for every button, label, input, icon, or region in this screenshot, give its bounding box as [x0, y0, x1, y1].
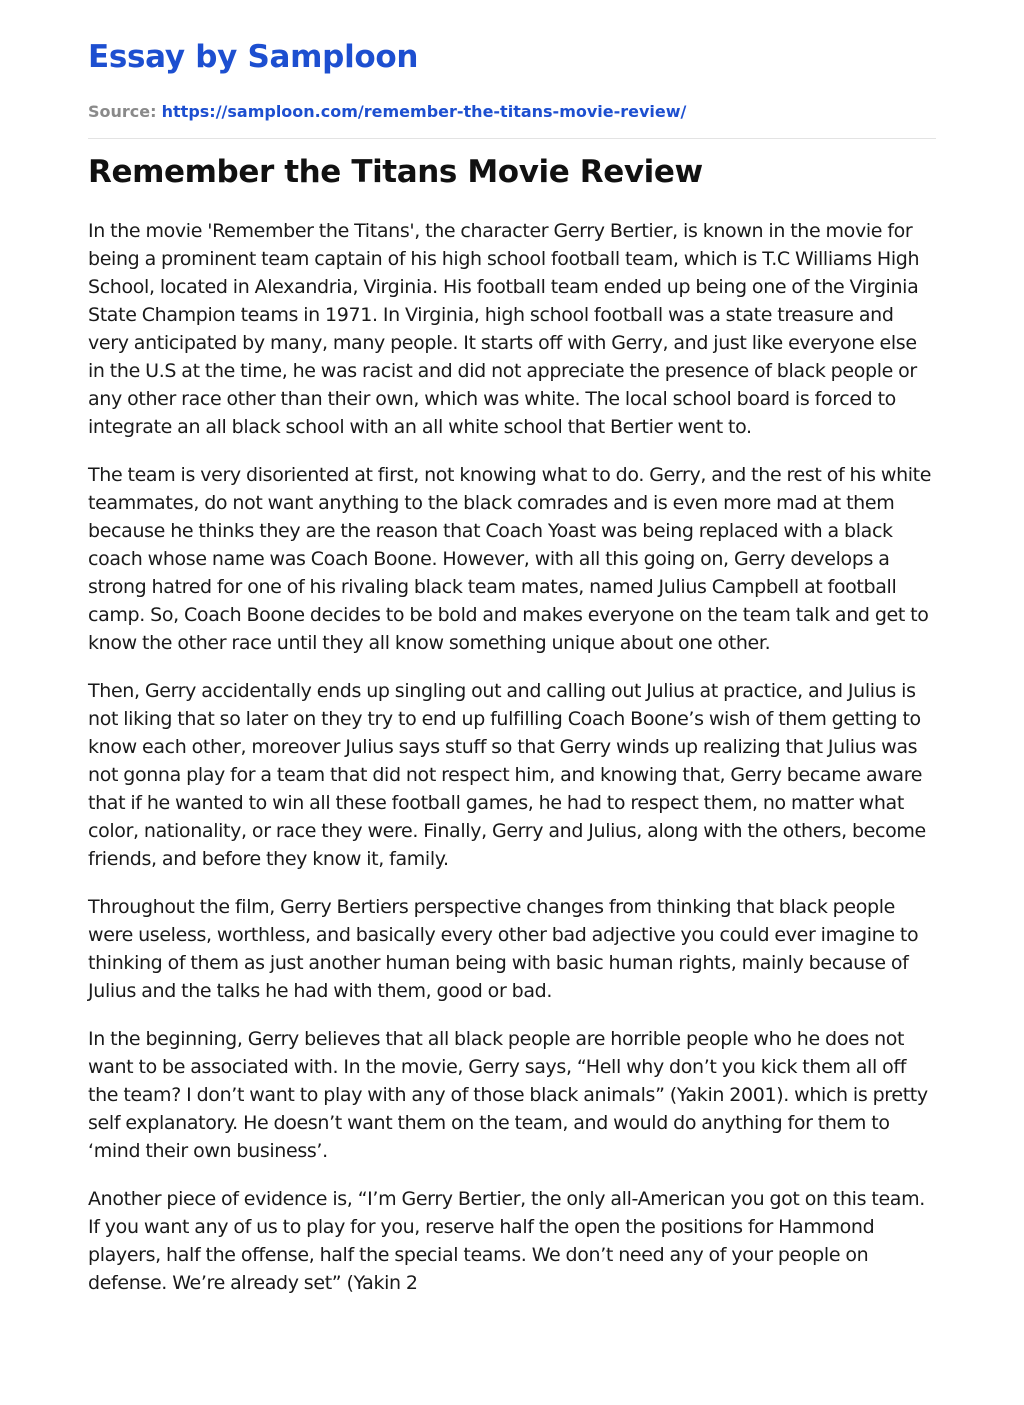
source-line	[88, 101, 936, 123]
source-label: Source:	[88, 102, 157, 121]
article-paragraph: Another piece of evidence is, “I’m Gerry Bertier, the only all-American you got on this team. If you want any of us to play for you, reserve half the open the positions for Hammond players, half the offense, half the special teams. We don’t need any of your people on defense. We’re already set” (Yakin 2	[88, 1188, 925, 1294]
article-body	[88, 217, 936, 1297]
article-title: Remember the Titans Movie Review	[88, 154, 703, 190]
essay-page	[88, 0, 936, 1317]
article-paragraph: The team is very disoriented at first, not knowing what to do. Gerry, and the rest of his white teammates, do not want anything to the black comrades and is even more mad at them because he thinks they are the reason that Coach Yoast was being replaced with a black coach whose name was Coach Boone. However, with all this going on, Gerry develops a strong hatred for one of his rivaling black team mates, named Julius Campbell at football camp. So, Coach Boone decides to be bold and makes everyone on the team talk and get to know the other race until they all know something unique about one other.	[88, 464, 932, 654]
site-brand-title: Essay by Samploon	[88, 39, 419, 75]
article-paragraph: Throughout the film, Gerry Bertiers perspective changes from thinking that black people were useless, worthless, and basically every other bad adjective you could ever imagine to thinking of them as just another human being with basic human rights, mainly because of Julius and the talks he had with them, good or bad.	[88, 896, 919, 1002]
article-paragraph: Then, Gerry accidentally ends up singling out and calling out Julius at practice, and Julius is not liking that so later on they try to end up fulfilling Coach Boone’s wish of them getting to know each other, moreover Julius says stuff so that Gerry winds up realizing that Julius was not gonna play for a team that did not respect him, and knowing that, Gerry became aware that if he wanted to win all these football games, he had to respect them, no matter what color, nationality, or race they were. Finally, Gerry and Julius, along with the others, become friends, and before they know it, family.	[88, 680, 926, 870]
header-divider	[88, 138, 936, 139]
source-link[interactable]: https://samploon.com/remember-the-titans-movie-review/	[161, 102, 687, 121]
article-paragraph: In the movie 'Remember the Titans', the character Gerry Bertier, is known in the movie for being a prominent team captain of his high school football team, which is T.C Williams High School, located in Alexandria, Virginia. His football team ended up being one of the Virginia State Champion teams in 1971. In Virginia, high school football was a state treasure and very anticipated by many, many people. It starts off with Gerry, and just like everyone else in the U.S at the time, he was racist and did not appreciate the presence of black people or any other race other than their own, which was white. The local school board is forced to integrate an all black school with an all white school that Bertier went to.	[88, 220, 920, 438]
article-paragraph: In the beginning, Gerry believes that all black people are horrible people who he does not want to be associated with. In the movie, Gerry says, “Hell why don’t you kick them all off the team? I don’t want to play with any of those black animals” (Yakin 2001). which is pretty self explanatory. He doesn’t want them on the team, and would do anything for them to ‘mind their own business’.	[88, 1028, 928, 1162]
